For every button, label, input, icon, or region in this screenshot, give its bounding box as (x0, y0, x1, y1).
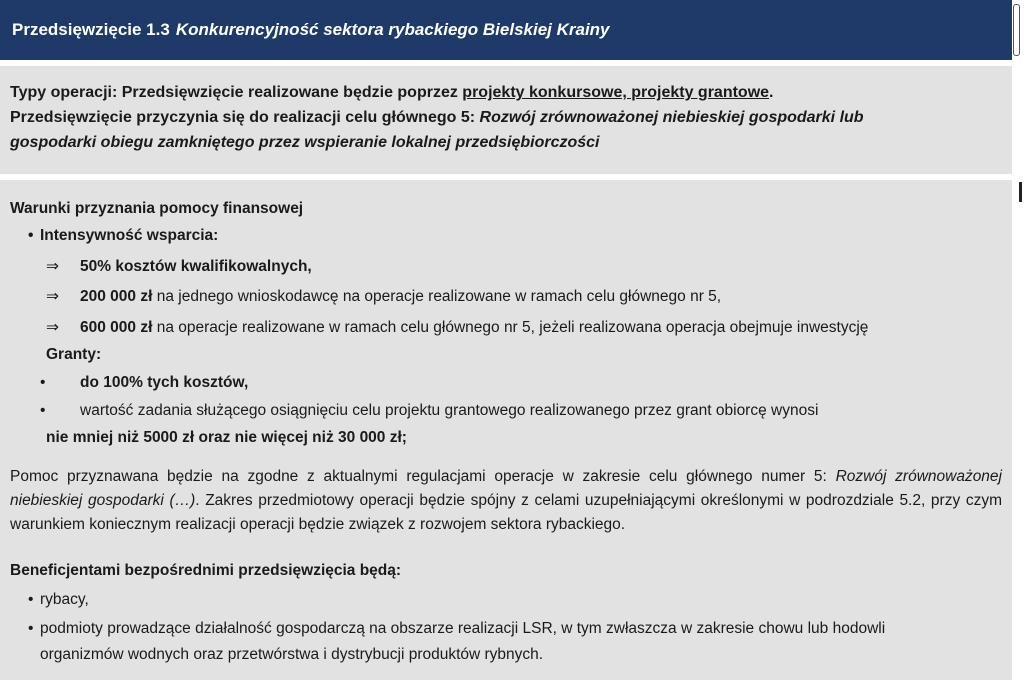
scrollbar-thumb[interactable] (1013, 4, 1020, 56)
intensity-item-text: na jednego wnioskodawcę na operacje realizowane w ramach celu głównego nr 5, (152, 288, 722, 305)
grants-label: Granty: (46, 346, 102, 363)
edge-marker (1019, 182, 1022, 202)
arrow-icon: ⇒ (46, 319, 59, 336)
intensity-item-1 (46, 257, 312, 276)
conditions-box (0, 180, 1012, 680)
intensity-item-bold: 50% kosztów kwalifikowalnych, (80, 258, 312, 275)
arrow-icon: ⇒ (46, 258, 59, 275)
support-paragraph (10, 465, 1002, 537)
intensity-item-text: na operacje realizowane w ramach celu głównego nr 5, jeżeli realizowana operacja obejmuje inwestycję (152, 319, 869, 336)
types-label: Typy operacji: Przedsięwzięcie realizowane będzie poprzez (10, 84, 463, 101)
conditions-heading: Warunki przyznania pomocy finansowej (10, 200, 304, 217)
header-number: Przedsięwzięcie 1.3 (12, 20, 170, 39)
types-line (10, 80, 1012, 105)
bullet-icon: • (40, 374, 46, 391)
intensity-text: Intensywność wsparcia: (40, 227, 219, 244)
operation-types-box (0, 66, 1012, 174)
divider (0, 60, 1012, 64)
beneficiary-text: podmioty prowadzące działalność gospodarczą na obszarze realizacji LSR, w tym zwłaszcza w zakresie chowu lub hodowli (40, 620, 886, 637)
arrow-icon: ⇒ (46, 288, 59, 305)
goal-italic-1: Rozwój zrównoważonej niebieskiej gospodarki lub (479, 109, 864, 126)
goal-line (10, 105, 1012, 130)
bullet-icon: • (40, 402, 46, 419)
support-text-start: Pomoc przyznawana będzie na zgodne z aktualnymi regulacjami operacje w zakresie celu głównego numer 5: (10, 468, 836, 485)
section-header (0, 0, 1012, 60)
beneficiary-continuation: organizmów wodnych oraz przetwórstwa i dystrybucji produktów rybnych. (40, 646, 544, 663)
grant-limit: nie mniej niż 5000 zł oraz nie więcej niż 30 000 zł; (46, 429, 407, 446)
goal-prefix: Przedsięwzięcie przyczynia się do realizacji celu głównego 5: (10, 109, 480, 126)
bullet-icon: • (28, 227, 34, 244)
beneficiaries-label: Beneficjentami bezpośrednimi przedsięwzięcia będą: (10, 562, 402, 579)
grant-item-1 (40, 374, 248, 392)
types-link: projekty konkursowe, projekty grantowe (462, 84, 770, 101)
beneficiary-item (28, 620, 885, 638)
bullet-icon: • (28, 620, 34, 637)
grant-item-text: wartość zadania służącego osiągnięciu celu projektu grantowego realizowanego przez grant obiorcę wynosi (80, 402, 819, 419)
beneficiary-item (28, 591, 89, 609)
grant-item-bold: do 100% tych kosztów, (80, 374, 249, 391)
support-text-rest: . Zakres przedmiotowy operacji będzie spójny z celami uzupełniającymi określonymi w podrozdziale 5.2, przy czym warunkiem koniecznym realizacji operacji będzie związek z rozwojem sektora rybackiego. (10, 492, 1002, 533)
intensity-item-bold: 200 000 zł (80, 288, 153, 305)
bullet-icon: • (28, 591, 34, 608)
beneficiary-text: rybacy, (40, 591, 89, 608)
intensity-item-bold: 600 000 zł (80, 319, 153, 336)
types-dot: . (769, 84, 774, 101)
header-title: Konkurencyjność sektora rybackiego Bielskiej Krainy (175, 20, 610, 39)
intensity-label (28, 227, 218, 245)
support-text-italic: Rozwój zrównoważonej niebieskiej gospodarki (…) (10, 468, 1002, 509)
intensity-item-3 (46, 318, 868, 337)
goal-line-2: gospodarki obiegu zamkniętego przez wspieranie lokalnej przedsiębiorczości (10, 134, 600, 151)
intensity-item-2 (46, 287, 721, 306)
grant-item-2 (40, 402, 818, 420)
